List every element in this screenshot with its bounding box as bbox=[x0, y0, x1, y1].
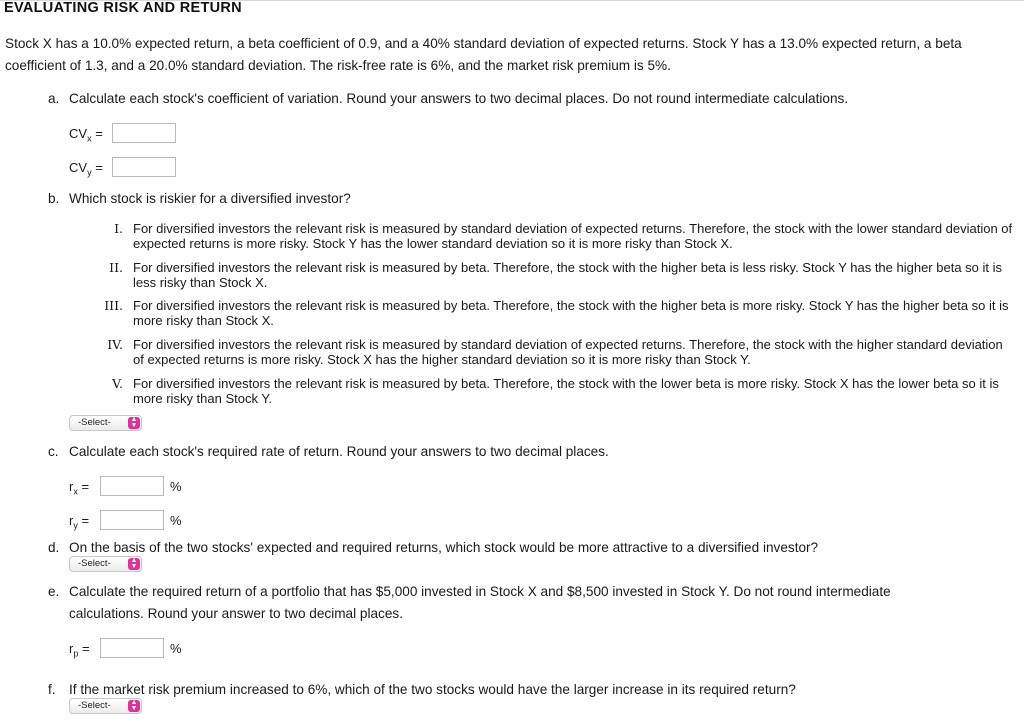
question-e bbox=[48, 581, 891, 603]
larger-increase-select[interactable] bbox=[69, 698, 142, 714]
option-text: For diversified investors the relevant risk is measured by beta. Therefore, the stock with the higher beta is less risky. Stock Y has the higher beta so it is less risky than Stock X. bbox=[133, 260, 1003, 290]
rx-input[interactable] bbox=[100, 476, 164, 496]
question-c-text: Calculate each stock's required rate of return. Round your answers to two decimal places. bbox=[69, 444, 609, 459]
rp-label: $r_p$ = bbox=[69, 641, 90, 659]
updown-arrow-icon: ▲ ▼ bbox=[128, 417, 140, 429]
select-label: -Select- bbox=[78, 700, 111, 711]
problem-statement: Stock X has a 10.0% expected return, a beta coefficient of 0.9, and a 40% standard deviation of expected returns. Stock Y has a 13.0% expected return, a beta coefficient of 1.3, and a 20.0% standard deviation. The risk-free rate is 6%, and the market risk premium is 5%. bbox=[5, 36, 962, 73]
option-text: For diversified investors the relevant risk is measured by standard deviation of expected returns. Therefore, the stock with the lower standard deviation of expected returns is more risky. Stock Y has the lower standard deviation so it is more risky than Stock X. bbox=[133, 221, 1013, 251]
rx-percent-unit: % bbox=[170, 479, 182, 494]
option-num: IV. bbox=[107, 337, 123, 352]
option-num: V. bbox=[112, 376, 123, 391]
rp-percent-unit: % bbox=[170, 641, 182, 656]
option-text: For diversified investors the relevant risk is measured by beta. Therefore, the stock with the higher beta is more risky. Stock Y has the higher beta so it is more risky than Stock X. bbox=[133, 298, 1009, 328]
question-a-letter: a. bbox=[48, 91, 60, 106]
question-a bbox=[48, 88, 848, 110]
question-a-text: Calculate each stock's coefficient of variation. Round your answers to two decimal places. Do not round intermediate calculations. bbox=[69, 91, 849, 106]
page-title: EVALUATING RISK AND RETURN bbox=[4, 0, 242, 16]
updown-arrow-icon: ▲ ▼ bbox=[128, 558, 140, 570]
question-f-letter: f. bbox=[48, 682, 56, 697]
option-num: I. bbox=[114, 221, 123, 236]
rx-label: $r_x$ = bbox=[69, 479, 90, 497]
question-b-letter: b. bbox=[48, 191, 60, 206]
cvx-input[interactable] bbox=[112, 123, 176, 143]
cvy-input[interactable] bbox=[112, 157, 176, 177]
rp-input[interactable] bbox=[100, 638, 164, 658]
question-f-text: If the market risk premium increased to 6%, which of the two stocks would have the larger increase in its required return? bbox=[69, 682, 796, 697]
option-num: II. bbox=[109, 260, 123, 275]
question-b-text: Which stock is riskier for a diversified investor? bbox=[69, 191, 351, 206]
question-d-text: On the basis of the two stocks' expected and required returns, which stock would be more attractive to a diversified investor? bbox=[69, 540, 819, 555]
select-label: -Select- bbox=[78, 558, 111, 569]
question-d bbox=[48, 537, 818, 559]
ry-input[interactable] bbox=[100, 510, 164, 530]
cvx-label: $CV_x$ = bbox=[69, 126, 103, 144]
cvy-label: $CV_y$ = bbox=[69, 160, 103, 178]
option-text: For diversified investors the relevant risk is measured by standard deviation of expected returns. Therefore, the stock with the higher standard deviation of expected returns is more risky. Stock X has the higher standard deviation so it is more risky than Stock Y. bbox=[133, 337, 1003, 367]
question-e-continuation: calculations. Round your answer to two decimal places. bbox=[69, 606, 403, 621]
ry-percent-unit: % bbox=[170, 513, 182, 528]
option-text: For diversified investors the relevant risk is measured by beta. Therefore, the stock with the lower beta is more risky. Stock X has the lower beta so it is more risky than Stock Y. bbox=[133, 376, 999, 406]
question-b bbox=[48, 188, 351, 210]
option-num: III. bbox=[104, 298, 123, 313]
question-e-text-line1: Calculate the required return of a portfolio that has $5,000 invested in Stock X and $8,500 invested in Stock Y. Do not round intermediate bbox=[69, 584, 891, 599]
question-c bbox=[48, 441, 609, 463]
question-e-letter: e. bbox=[48, 584, 60, 599]
question-c-letter: c. bbox=[48, 444, 59, 459]
question-f bbox=[48, 679, 796, 701]
select-label: -Select- bbox=[78, 417, 111, 428]
riskier-stock-select[interactable] bbox=[69, 415, 142, 431]
updown-arrow-icon: ▲ ▼ bbox=[128, 700, 140, 712]
ry-label: $r_y$ = bbox=[69, 513, 90, 531]
attractive-stock-select[interactable] bbox=[69, 556, 142, 572]
question-d-letter: d. bbox=[48, 540, 60, 555]
